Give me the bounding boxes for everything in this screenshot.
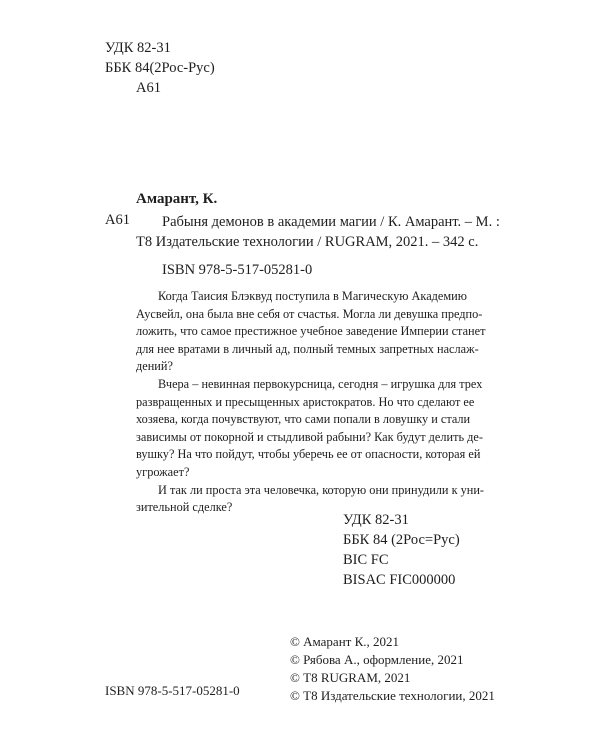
biblio-line: Рабыня демонов в академии магии / К. Амарант. – М. : <box>162 214 500 230</box>
text-line: хозяева, когда почувствуют, что сами попали в ловушку и стали <box>136 412 471 427</box>
text-line: Аусвейл, она была вне себя от счастья. Могла ли девушка предпо- <box>136 306 483 321</box>
author-mark: А61 <box>136 80 161 96</box>
text-line: вушку? На что пойдут, чтобы уберечь ее от опасности, которая ей <box>136 447 481 462</box>
isbn-bottom: ISBN 978-5-517-05281-0 <box>105 683 240 698</box>
text-line: Вчера – невинная первокурсница, сегодня – игрушка для трех <box>158 376 483 391</box>
author-name: Амарант, К. <box>136 191 218 207</box>
text-line: для нее вратами в личный ад, полный темных запретных наслаж- <box>136 341 479 356</box>
text-line: дений? <box>136 359 173 374</box>
shelf-code: А61 <box>105 212 130 228</box>
biblio-line: Т8 Издательские технологии / RUGRAM, 2021. – 342 с. <box>136 234 479 250</box>
udk-code: УДК 82-31 <box>343 512 409 528</box>
udk-code: УДК 82-31 <box>105 40 171 56</box>
bisac-code: BISAC FIC000000 <box>343 572 456 588</box>
annotation-paragraph <box>136 288 500 376</box>
copyright-block <box>290 633 495 705</box>
text-line: угрожает? <box>136 464 190 479</box>
isbn: ISBN 978-5-517-05281-0 <box>162 262 313 278</box>
annotation <box>136 288 500 517</box>
text-line: ложить, что самое престижное учебное заведение Империи станет <box>136 324 486 339</box>
top-classification-codes <box>105 38 215 98</box>
text-line: зависимы от покорной и стыдливой рабыни? Как будут делить де- <box>136 429 483 444</box>
copyright-line: © Амарант К., 2021 <box>290 634 400 649</box>
bbk-code: ББК 84 (2Рос=Рус) <box>343 532 460 548</box>
text-line: зительной сделке? <box>136 500 233 515</box>
copyright-line: © Т8 RUGRAM, 2021 <box>290 670 411 685</box>
copyright-line: © Рябова А., оформление, 2021 <box>290 652 464 667</box>
bbk-code: ББК 84(2Рос-Рус) <box>105 60 215 76</box>
annotation-paragraph <box>136 376 500 482</box>
bibliographic-description <box>136 212 500 252</box>
text-line: развращенных и пресыщенных аристократов. Но что сделают ее <box>136 394 475 409</box>
bic-code: BIC FC <box>343 552 389 568</box>
text-line: Когда Таисия Блэквуд поступила в Магическую Академию <box>158 289 467 303</box>
copyright-line: © Т8 Издательские технологии, 2021 <box>290 688 495 703</box>
classification-codes <box>343 510 460 590</box>
text-line: И так ли проста эта человечка, которую они принудили к уни- <box>158 482 485 497</box>
